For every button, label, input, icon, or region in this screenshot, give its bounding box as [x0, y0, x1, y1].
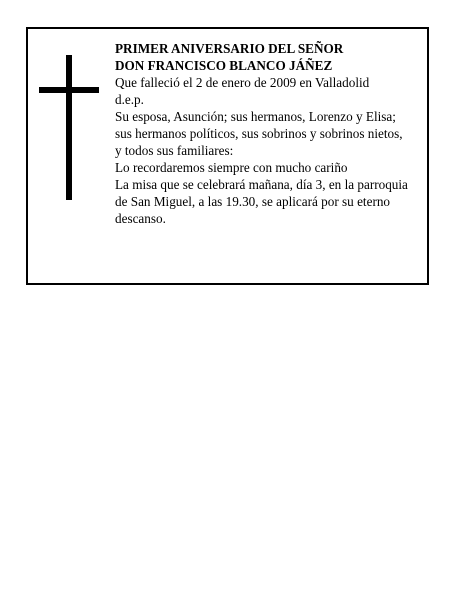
family-line-3: y todos sus familiares:: [115, 143, 234, 158]
mass-line-3: descanso.: [115, 211, 166, 226]
notice-text: [115, 40, 420, 227]
mass-line-1: La misa que se celebrará mañana, día 3, en la parroquia: [115, 177, 408, 192]
cross-horizontal-bar: [39, 87, 99, 93]
notice-heading-line-2: DON FRANCISCO BLANCO JÁÑEZ: [115, 58, 333, 73]
remembrance-line: Lo recordaremos siempre con mucho cariño: [115, 160, 348, 175]
family-line-2: sus hermanos políticos, sus sobrinos y sobrinos nietos,: [115, 126, 403, 141]
notice-heading-line-1: PRIMER ANIVERSARIO DEL SEÑOR: [115, 41, 344, 56]
obituary-notice: [26, 27, 429, 285]
mass-line-2: de San Miguel, a las 19.30, se aplicará por su eterno: [115, 194, 391, 209]
rest-in-peace-line: d.e.p.: [115, 92, 144, 107]
family-line-1: Su esposa, Asunción; sus hermanos, Lorenzo y Elisa;: [115, 109, 396, 124]
cross-icon: [39, 55, 99, 200]
death-date-line: Que falleció el 2 de enero de 2009 en Valladolid: [115, 75, 370, 90]
cross-vertical-bar: [66, 55, 72, 200]
